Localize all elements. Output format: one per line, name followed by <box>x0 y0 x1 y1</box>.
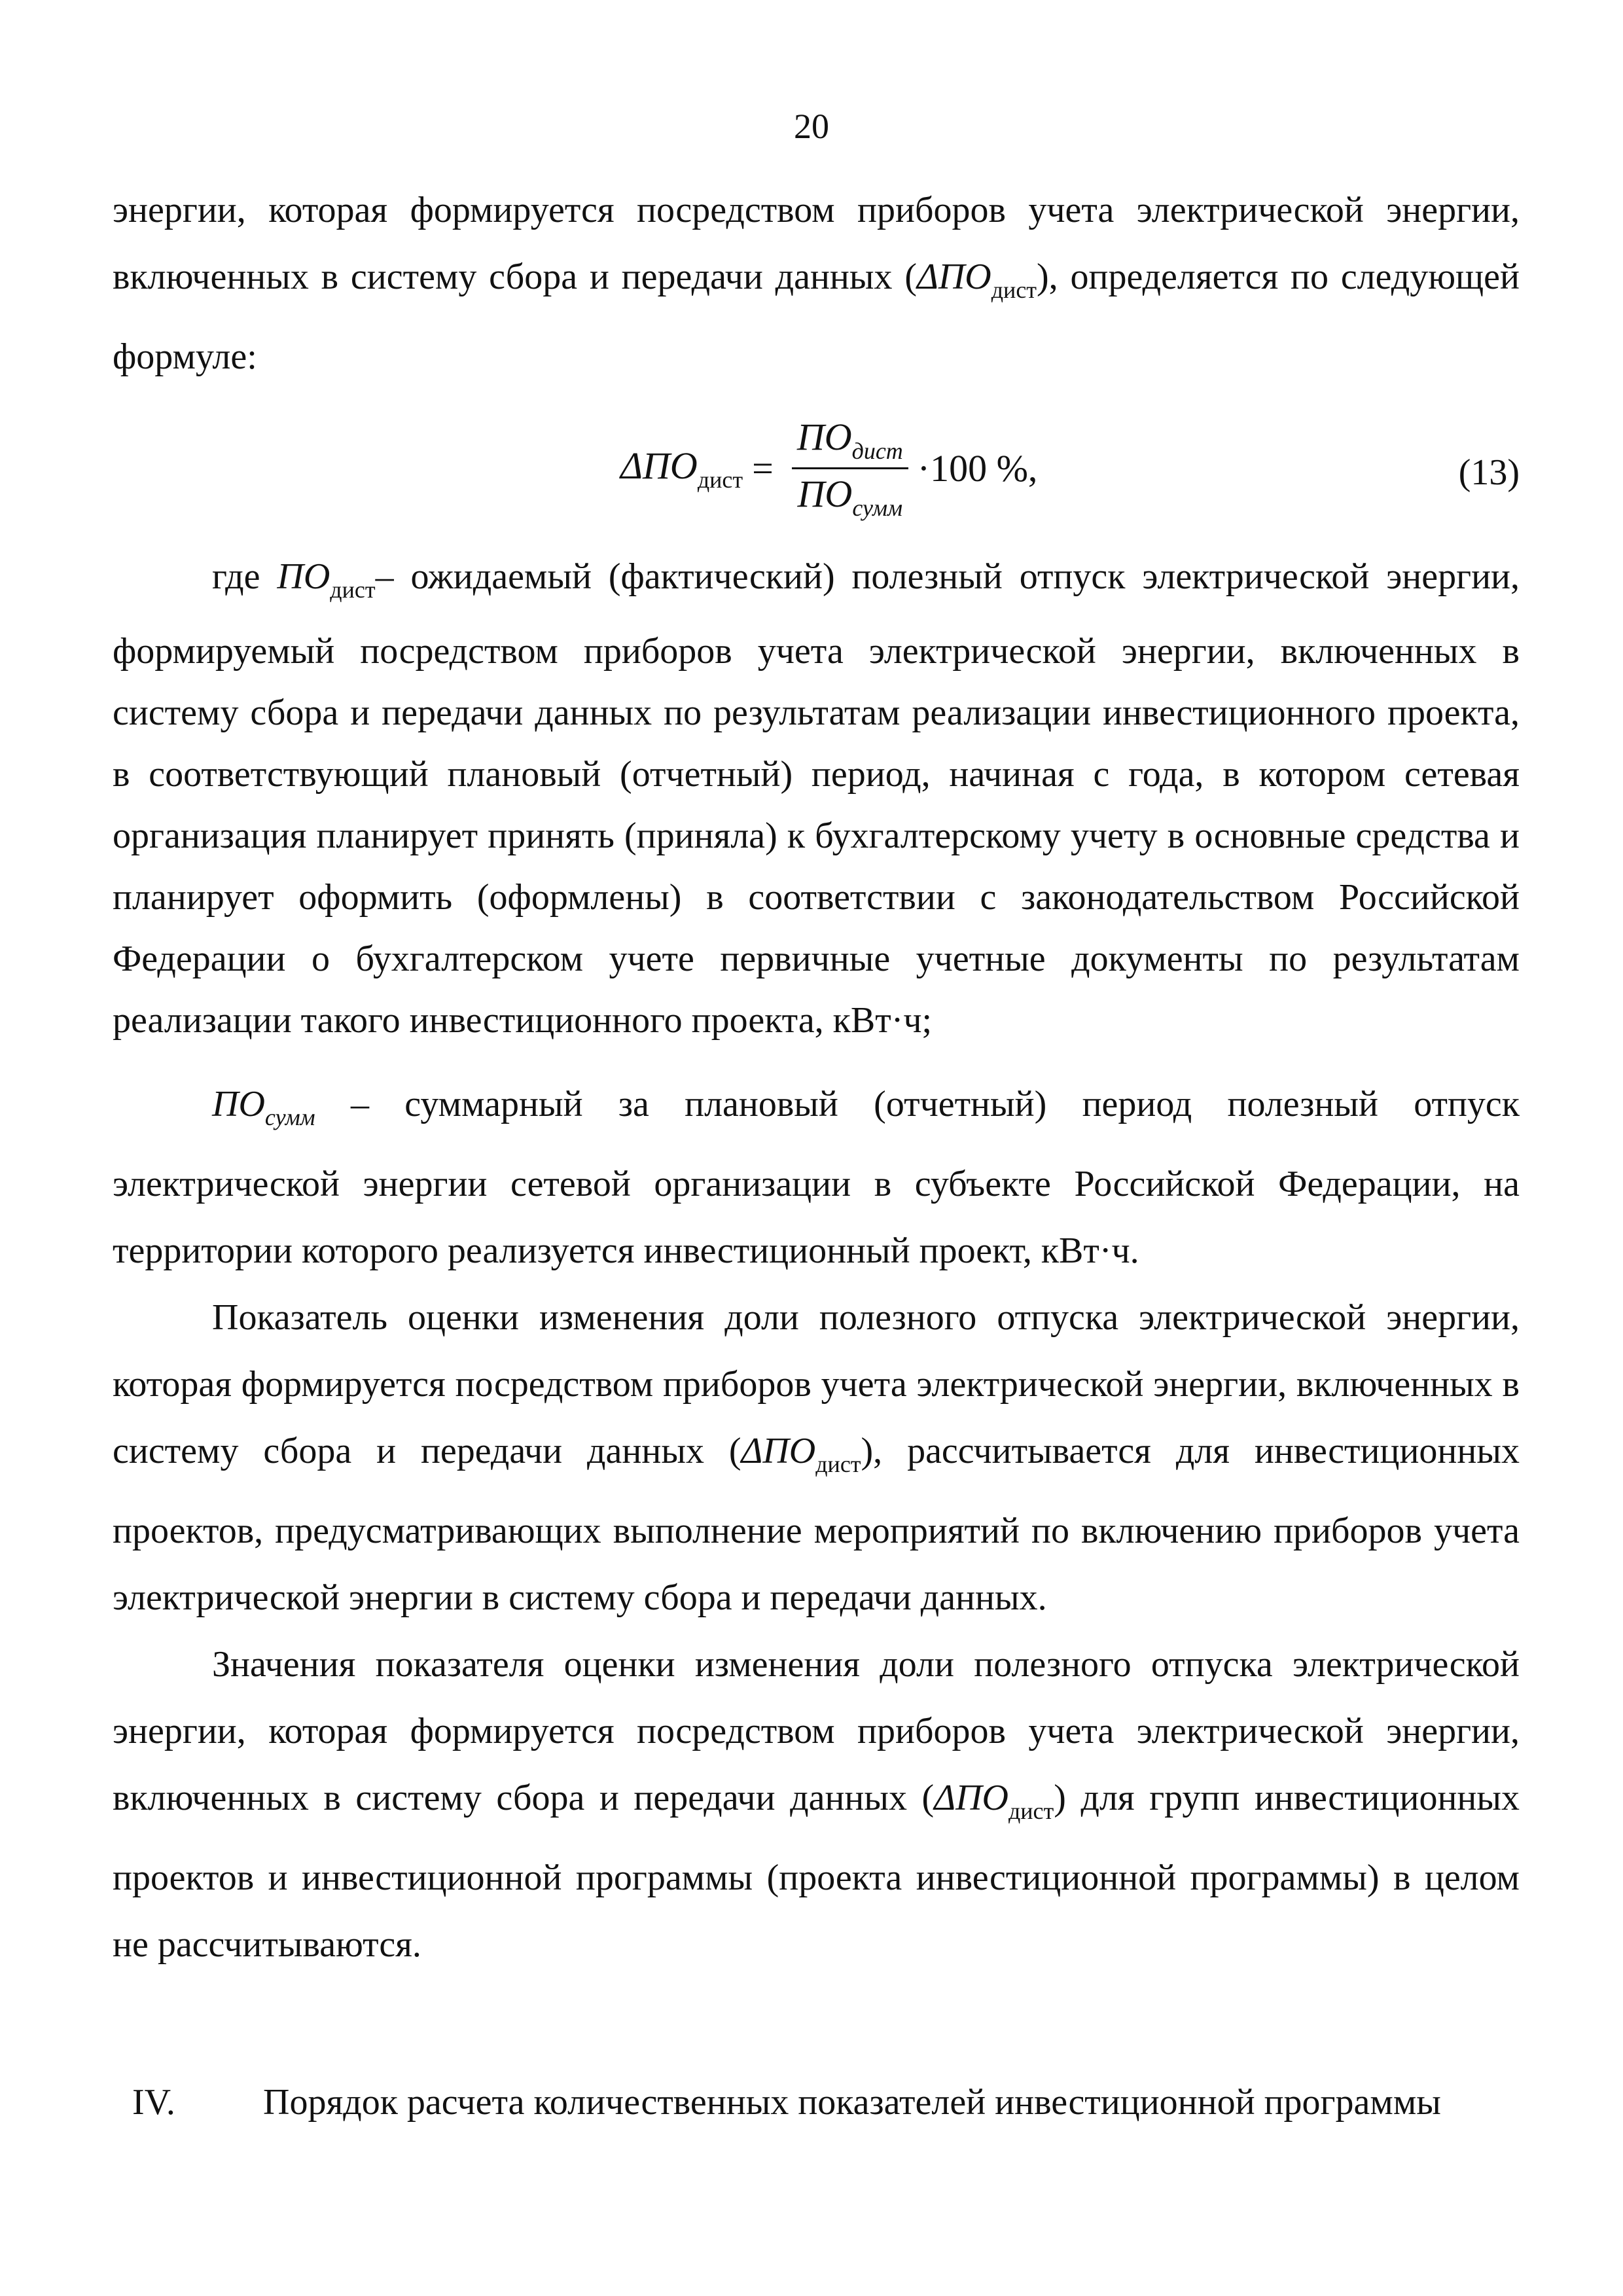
paragraph-indicator-text-b: ), рассчитывается для инвестиционных проектов, предусматривающих выполнение мероприятий по включению приборов учета электрической энергии в систему сбора и передачи данных. <box>113 1431 1520 1618</box>
formula-body <box>620 415 1037 522</box>
formula-tail: ·100 %, <box>917 447 1038 490</box>
formula-fraction <box>792 415 908 522</box>
formula-denominator: $ПО_{сумм}$ <box>797 473 903 521</box>
paragraph-indicator-text-a: Показатель оценки изменения доли полезного отпуска электрической энергии, которая формируется посредством приборов учета электрической энергии, включенных в систему сбора и передачи данных ( <box>113 1297 1520 1471</box>
definition-po-dist <box>113 546 1520 1051</box>
section-number: IV. <box>132 2082 175 2123</box>
document-body <box>113 177 1520 2128</box>
paragraph-intro-text-a: энергии, которая формируется посредством приборов учета электрической энергии, включенных в систему сбора и передачи данных ( <box>113 190 1520 297</box>
symbol-po-summ: $ПО_{сумм}$ <box>212 1084 315 1130</box>
equation-number: (13) <box>1458 452 1520 493</box>
paragraph-values <box>113 1631 1520 1978</box>
definition-po-summ <box>113 1071 1520 1284</box>
formula-numerator: $ПО_{дист}$ <box>792 415 908 469</box>
paragraph-indicator <box>113 1284 1520 1631</box>
formula-13 <box>113 395 1520 533</box>
formula-equals: = <box>752 447 774 490</box>
definition-po-summ-text: – суммарный за плановый (отчетный) период полезный отпуск электрической энергии сетевой организации в субъекте Российской Федерации, на территории которого реализуется инвестиционный проект, кВт·ч. <box>113 1084 1520 1271</box>
definition-where: где <box>212 556 260 597</box>
symbol-po-dist: $ПО_{дист}$ <box>277 556 376 603</box>
paragraph-values-text-b: ) для групп инвестиционных проектов и инвестиционной программы (проекта инвестиционной программы) в целом не рассчитываются. <box>113 1778 1520 1965</box>
page-number: 20 <box>794 107 829 146</box>
section-title: Порядок расчета количественных показателей инвестиционной программы <box>263 2082 1441 2123</box>
paragraph-values-text-a: Значения показателя оценки изменения доли полезного отпуска электрической энергии, которая формируется посредством приборов учета электрической энергии, включенных в систему сбора и передачи данных ( <box>113 1644 1520 1818</box>
symbol-delta-po-dist: $\Delta ПО_{дист}$ <box>916 257 1037 303</box>
symbol-delta-po-dist-2: $\Delta ПО_{дист}$ <box>741 1431 861 1477</box>
section-heading <box>113 2076 1520 2128</box>
symbol-delta-po-dist-3: $\Delta ПО_{дист}$ <box>934 1778 1054 1824</box>
paragraph-intro-text-b: ), определяется по следующей формуле: <box>113 257 1520 377</box>
formula-lhs: $\Delta ПО_{дист}$ <box>620 444 743 493</box>
definition-po-dist-text: – ожидаемый (фактический) полезный отпуск электрической энергии, формируемый посредством приборов учета электрической энергии, включенных в систему сбора и передачи данных по результатам реализации инвестиционного проекта, в соответствующий плановый (отчетный) период, начиная с года, в котором сетевая организация планирует принять (приняла) к бухгалтерскому учету в основные средства и планирует оформить (оформлены) в соответствии с законодательством Российской Федерации о бухгалтерском учете первичные учетные документы по результатам реализации такого инвестиционного проекта, кВт·ч; <box>113 556 1520 1041</box>
paragraph-intro <box>113 177 1520 390</box>
